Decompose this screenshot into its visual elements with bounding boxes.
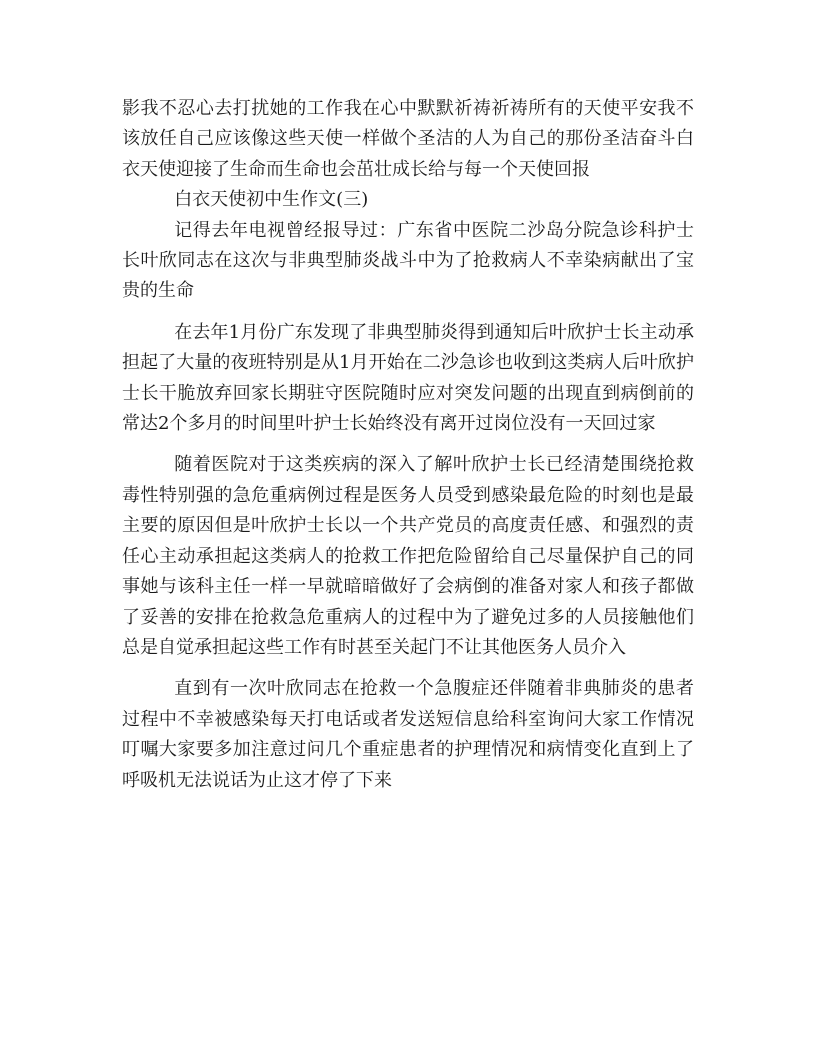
paragraph: 在去年1月份广东发现了非典型肺炎得到通知后叶欣护士长主动承担起了大量的夜班特别是从1月开始在二沙急诊也收到这类病人后叶欣护士长干脆放弃回家长期驻守医院随时应对突发问题的出现直到病倒前的常达2个多月的时间里叶护士长始终没有离开过岗位没有一天回过家	[122, 321, 694, 435]
document-page	[122, 94, 694, 796]
paragraph-continuation: 影我不忍心去打扰她的工作我在心中默默祈祷祈祷所有的天使平安我不该放任自己应该像这些天使一样做个圣洁的人为自己的那份圣洁奋斗白衣天使迎接了生命而生命也会茁壮成长给与每一个天使回报	[122, 98, 694, 180]
paragraph: 直到有一次叶欣同志在抢救一个急腹症还伴随着非典肺炎的患者过程中不幸被感染每天打电话或者发送短信息给科室询问大家工作情况叮嘱大家要多加注意过问几个重症患者的护理情况和病情变化直到上了呼吸机无法说话为止这才停了下来	[122, 678, 694, 791]
paragraph: 随着医院对于这类疾病的深入了解叶欣护士长已经清楚围绕抢救毒性特别强的急危重病例过程是医务人员受到感染最危险的时刻也是最主要的原因但是叶欣护士长以一个共产党员的高度责任感、和强烈的责任心主动承担起这类病人的抢救工作把危险留给自己尽量保护自己的同事她与该科主任一样一早就暗暗做好了会病倒的准备对家人和孩子都做了妥善的安排在抢救急危重病人的过程中为了避免过多的人员接触他们总是自觉承担起这些工作有时甚至关起门不让其他医务人员介入	[122, 454, 694, 658]
paragraph: 记得去年电视曾经报导过：广东省中医院二沙岛分院急诊科护士长叶欣同志在这次与非典型肺炎战斗中为了抢救病人不幸染病献出了宝贵的生命	[122, 219, 694, 302]
section-heading: 白衣天使初中生作文(三)	[174, 189, 369, 211]
